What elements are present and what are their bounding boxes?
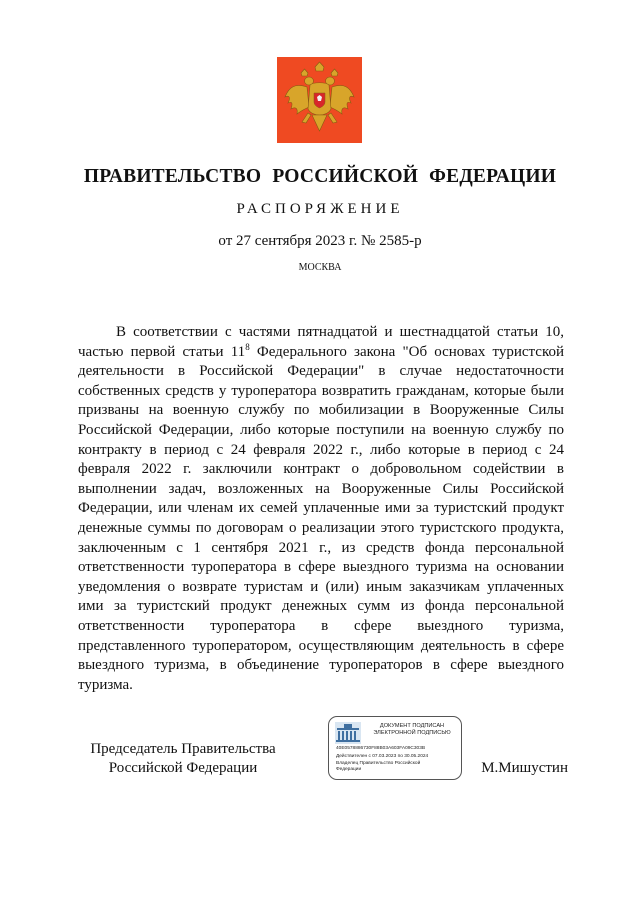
signatory-position (78, 740, 288, 778)
esign-validity: Действителен с 07.03.2023 по 30.05.2024 (336, 754, 429, 759)
government-building-icon (335, 722, 361, 744)
order-text-part1: В соответствии с частями пятнадцатой и шестнадцатой статьи 10, частью первой статьи 11 (78, 324, 564, 360)
document-date-number: от 27 сентября 2023 г. № 2585-р (218, 233, 422, 249)
article-superscript: 8 (245, 341, 250, 352)
government-title: ПРАВИТЕЛЬСТВО РОССИЙСКОЙ ФЕДЕРАЦИИ (83, 166, 557, 187)
coat-of-arms-icon (277, 57, 362, 143)
esign-heading-line1: ДОКУМЕНТ ПОДПИСАН (379, 723, 445, 729)
city: МОСКВА (298, 262, 342, 273)
esign-owner-line1: Владелец Правительство Российской (336, 761, 421, 766)
esign-certificate: 40E0578886730F88B03A603FA09C303B (336, 746, 426, 751)
signatory-position-line2: Российской Федерации (108, 760, 258, 776)
order-text-part2: Федерального закона "Об основах туристской деятельности в Российской Федерации" в случае недостаточности собственных средств у туроператора возвратить гражданам, которые были призваны на военную службу по мобилизации в Вооруженные Силы Российской Федерации, либо которые поступили на военную службу по контракту в период с 24 февраля 2022 г., либо которые в период с 24 февраля 2022 г. заключили контракт о добровольном содействии в выполнении задач, возложенных на Вооруженные Силы Российской Федерации, или членам их семей уплаченные ими за туристский продукт денежные суммы по договорам о реализации этого туристского продукта, заключенным с 1 сентября 2021 г., из средств фонда персональной ответственности туроператора в сфере выездного туризма на основании уведомления о возврате туристам и (или) иным заказчикам уплаченных ими за туристский продукт денежных сумм из фонда персональной ответственности туроператора в сфере выездного туризма, представленного туроператором, осуществляющим деятельность в сфере выездного туризма, в объединение туроператоров в сфере выездного туризма. (78, 343, 565, 693)
order-text (78, 323, 564, 695)
esign-heading (365, 723, 459, 737)
electronic-signature-stamp (328, 716, 462, 780)
signatory-position-line1: Председатель Правительства (90, 741, 276, 757)
signatory-name: М.Мишустин (481, 760, 568, 776)
esign-heading-line2: ЭЛЕКТРОННОЙ ПОДПИСЬЮ (373, 730, 451, 736)
document-type: РАСПОРЯЖЕНИЕ (236, 201, 404, 217)
esign-owner-line2: Федерации (336, 767, 362, 772)
